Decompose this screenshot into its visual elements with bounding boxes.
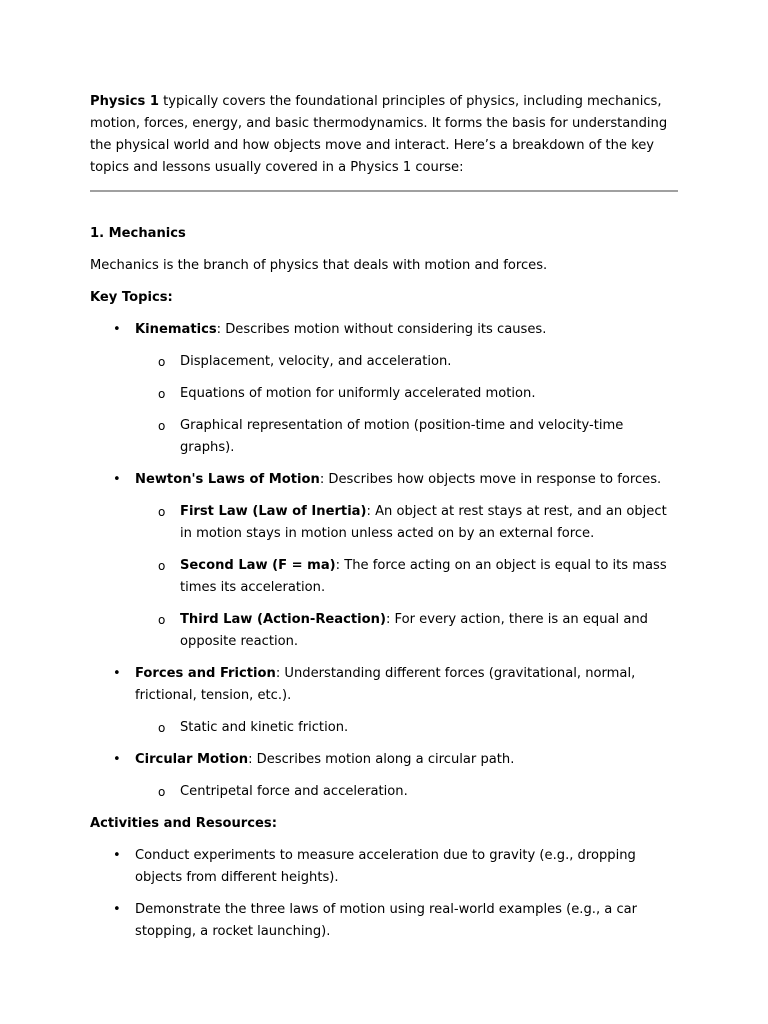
topic-title: Circular Motion xyxy=(135,752,249,767)
topic-item xyxy=(90,663,678,739)
topic-item xyxy=(90,749,678,803)
sub-bullet-icon: o xyxy=(158,613,166,627)
sub-bullet-icon: o xyxy=(158,559,166,573)
subtopic-text: Centripetal force and acceleration. xyxy=(180,784,408,799)
topic-text: : Describes how objects move in response to forces. xyxy=(319,472,662,487)
bullet-icon: • xyxy=(113,902,121,917)
key-topics-list xyxy=(90,319,678,803)
subtopic-list xyxy=(135,781,678,803)
subtopic-text: Displacement, velocity, and acceleration. xyxy=(180,354,452,369)
subtopic-item xyxy=(135,609,678,653)
subtopic-item xyxy=(135,501,678,545)
activity-item xyxy=(90,899,678,943)
topic-title: Forces and Friction xyxy=(135,666,276,681)
sub-bullet-icon: o xyxy=(158,505,166,519)
topic-text: : Describes motion without considering its causes. xyxy=(216,322,547,337)
subtopic-item xyxy=(135,717,678,739)
sub-bullet-icon: o xyxy=(158,355,166,369)
subtopic-item xyxy=(135,781,678,803)
subtopic-list xyxy=(135,501,678,653)
section-description: Mechanics is the branch of physics that deals with motion and forces. xyxy=(90,258,548,273)
intro-paragraph xyxy=(90,91,678,179)
subtopic-title: First Law (Law of Inertia) xyxy=(180,504,367,519)
sub-bullet-icon: o xyxy=(158,785,166,799)
bullet-icon: • xyxy=(113,472,121,487)
topic-text: : Describes motion along a circular path. xyxy=(248,752,515,767)
topic-title: Newton's Laws of Motion xyxy=(135,472,320,487)
sub-bullet-icon: o xyxy=(158,387,166,401)
subtopic-list xyxy=(135,351,678,459)
key-topics-label: Key Topics: xyxy=(90,290,173,305)
horizontal-divider xyxy=(90,190,678,192)
activity-text: Demonstrate the three laws of motion using real-world examples (e.g., a car stopping, a rocket launching). xyxy=(135,902,638,939)
activities-label: Activities and Resources: xyxy=(90,816,277,831)
section-heading: 1. Mechanics xyxy=(90,226,186,241)
topic-title: Kinematics xyxy=(135,322,217,337)
sub-bullet-icon: o xyxy=(158,419,166,433)
subtopic-title: Third Law (Action-Reaction) xyxy=(180,612,386,627)
subtopic-text: : The force acting on an object is equal to its mass times its acceleration. xyxy=(180,558,667,595)
subtopic-list xyxy=(135,717,678,739)
bullet-icon: • xyxy=(113,322,121,337)
subtopic-item xyxy=(135,351,678,373)
topic-text: : Understanding different forces (gravitational, normal, frictional, tension, etc.). xyxy=(135,666,636,703)
subtopic-item xyxy=(135,555,678,599)
bullet-icon: • xyxy=(113,848,121,863)
intro-bold-term: Physics 1 xyxy=(90,94,159,109)
subtopic-text: Static and kinetic friction. xyxy=(180,720,349,735)
bullet-icon: • xyxy=(113,752,121,767)
subtopic-title: Second Law (F = ma) xyxy=(180,558,336,573)
activity-text: Conduct experiments to measure acceleration due to gravity (e.g., dropping objects from different heights). xyxy=(135,848,636,885)
subtopic-text: : An object at rest stays at rest, and an object in motion stays in motion unless acted on by an external force. xyxy=(180,504,667,541)
activity-item xyxy=(90,845,678,889)
subtopic-text: : For every action, there is an equal and opposite reaction. xyxy=(180,612,648,649)
topic-item xyxy=(90,469,678,653)
document-page xyxy=(90,91,678,943)
subtopic-item xyxy=(135,415,678,459)
subtopic-text: Graphical representation of motion (position-time and velocity-time graphs). xyxy=(180,418,624,455)
bullet-icon: • xyxy=(113,666,121,681)
topic-item xyxy=(90,319,678,459)
subtopic-item xyxy=(135,383,678,405)
sub-bullet-icon: o xyxy=(158,721,166,735)
activities-list xyxy=(90,845,678,943)
subtopic-text: Equations of motion for uniformly accelerated motion. xyxy=(180,386,536,401)
intro-text: typically covers the foundational principles of physics, including mechanics, motion, forces, energy, and basic thermodynamics. It forms the basis for understanding the physical world and how objects move and interact. Here’s a breakdown of the key topics and lessons usually covered in a Physics 1 course: xyxy=(90,94,668,175)
